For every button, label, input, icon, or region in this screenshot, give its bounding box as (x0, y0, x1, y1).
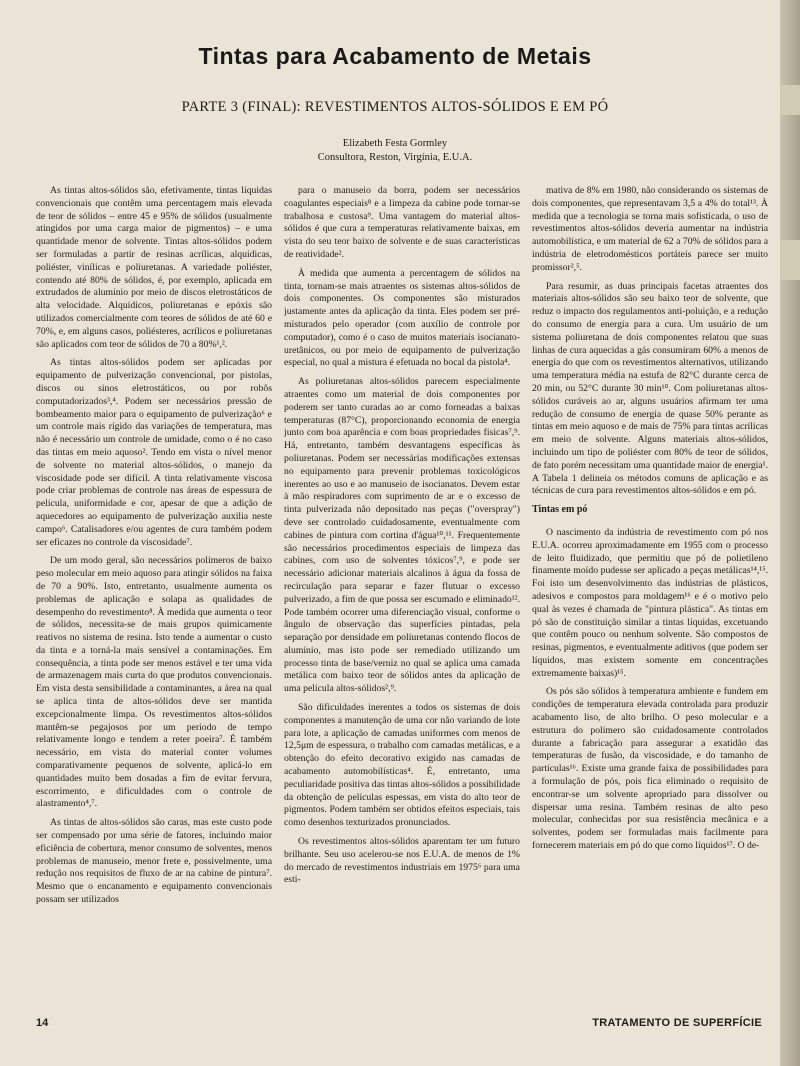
paragraph: As tintas altos-sólidos podem ser aplicadas por equipamento de pulverização convencional, por pistolas, discos ou sinos eletrostáticos, ou por robôs computadorizados³,⁴. Podem ser necessários pressão de bombeamento maior para o equipamento de pulverização⁶ e um controle mais rígido das variações de temperatura, mas não é necessário um controle de umidade, como o é no caso das tintas em meio aquoso². Tendo em vista o nível menor de solvente no material altos-sólidos, o manejo da viscosidade pode ser difícil. A tinta relativamente viscosa pode criar problemas de controle nas áreas de espessura de película, uniformidade e cor, apesar de que a adição de aquecedores ao equipamento de pulverização auxilia neste campo⁶. Catalisadores e/ou agentes de cura também podem ser eficazes no controle da viscosidade⁷. (36, 357, 272, 548)
paragraph: para o manuseio da borra, podem ser necessários coagulantes especiais⁸ e a limpeza da cabine pode tornar-se trabalhosa e custosa⁹. Uma vantagem do material altos-sólidos é que cura a temperaturas relativamente baixas, em vista do seu teor baixo de solvente e de suas características de reatividade². (284, 185, 520, 260)
author-affiliation: Consultora, Reston, Virgínia, E.U.A. (317, 152, 473, 163)
section-heading: Tintas em pó (532, 504, 588, 516)
paragraph: Os revestimentos altos-sólidos aparentam ter um futuro brilhante. Seu uso acelerou-se nos E.U.A. de menos de 1% do mercado de revestimentos industriais em 1975⁶ para uma esti- (284, 836, 520, 886)
article-title: Tintas para Acabamento de Metais (198, 43, 592, 69)
adjacent-page-fragment (780, 240, 800, 280)
paragraph: À medida que aumenta a percentagem de sólidos na tinta, tornam-se mais atraentes os sistemas altos-sólidos de dois componentes. Os componentes são misturados justamente antes da aplicação da tinta. Eles podem ser pré-misturados pelo operador (com auxílio de controle por computador), como é o caso de muitos materiais isocianato-uretânicos, ou por meio de equipamento de pulverização especial, no qual a mistura é efetuada no bocal da pistola⁴. (284, 267, 520, 369)
paragraph: São dificuldades inerentes a todos os sistemas de dois componentes a manutenção de uma cor não variando de lote para lote, a aplicação de camadas uniformes com menos de 12,5μm de espessura, o trabalho com camadas metálicas, e a obtenção do efeito decorativo exigido nas camadas de acabamento automobilísticas⁴. É, entretanto, uma peculiaridade positiva das tintas altos-sólidos a possibilidade da obtenção de películas espessas, em vista do alto teor de pigmentos. Podem também ser obtidos efeitos especiais, tais como desenhos texturizados pronunciados. (284, 702, 520, 829)
text-column-3 (532, 185, 768, 1001)
paragraph: As tintas altos-sólidos são, efetivamente, tintas líquidas convencionais que contêm uma percentagem mais elevada de teor de sólidos – entre 45 e 95% de sólidos (usualmente atingidos por uma carga maior de pigmentos) – e uma quantidade menor de solvente. Tintas altos-sólidos podem ser formuladas a partir de resinas acrílicas, alquídicas, poliéster, vinílicas e poliuretanas. A variedade poliéster, contendo até 80% de sólidos, é, por exemplo, aplicada em extrudados de alumínio por meio de discos eletrostáticos de alta velocidade. Alquídicos, poliuretanas e epóxis são utilizados comercialmente com teores de sólidos de até 60 e 70%, e, em alguns casos, poliésteres, acrílicos e poliuretanas são aplicados com teor de sólidos de 70 a 80%¹,². (36, 185, 272, 350)
paragraph: Os pós são sólidos à temperatura ambiente e fundem em condições de temperatura elevada controlada para produzir acabamento liso, de alto brilho. O peso molecular e a estrutura do polímero são cuidadosamente controlados durante a fabricação para assegurar a exatidão das temperaturas de fusão, da viscosidade, e do tamanho de partículas¹⁶. Existe uma grande faixa de possibilidades para a formulação de pós, pois fica eliminado o requisito de encontrar-se um solvente apropriado para dissolver ou dispersar uma resina. Também resinas de alto peso molecular, conhecidas por sua resistência mecânica e a solventes, podem ser formuladas mais facilmente para fornecerem materiais em pó do que como líquidos¹⁷. O de- (532, 686, 768, 852)
paragraph: As poliuretanas altos-sólidos parecem especialmente atraentes como um material de dois componentes por poderem ser tanto curadas ao ar como forneadas a baixas temperaturas (87°C), proporcionando economia de energia junto com boa aparência e com boas propriedades físicas⁷,⁹. Há, entretanto, também desvantagens específicas às poliuretanas. Podem ser necessárias modificações extensas no equipamento para prevenir problemas toxicológicos inerentes ao uso e ao manuseio de isocianatos. Devem estar à mão respiradores com suprimento de ar e o excesso de tinta pulverizada não depositado nas peças ("overspray") deve ser controlado cuidadosamente, eventualmente com cabines de pintura com cortina d'água¹⁰,¹¹. Frequentemente são necessários procedimentos especiais de limpeza das cabines, com uso de solventes tóxicos⁷,⁹, e pode ser necessário adicionar materiais alcalinos à água da fossa de recirculação para separar e fazer flutuar o excesso pulverizado, a fim de que possa ser escumado e eliminado¹². Pode também ocorrer uma diferenciação visual, conforme o ângulo de observação das superfícies pintadas, pela separação por densidade em poliuretanas contendo flocos de alumínio, mas isto pode ser remediado utilizando um processo tinta de base/verniz no qual se aplica uma camada metálica com baixo teor de sólidos antes da aplicação de uma película altos-sólidos²,⁹. (284, 376, 520, 695)
paragraph: mativa de 8% em 1980, não considerando os sistemas de dois componentes, que representavam 3,5 a 4% do total¹³. À medida que a tecnologia se torna mais sofisticada, o uso de revestimentos altos-sólidos deveria aumentar na indústria automobilística, e um material de 62 a 70% de sólidos para a indústria de eletrodomésticos portáteis parece ser muito promissor²,⁵. (532, 185, 768, 273)
text-column-2 (284, 185, 520, 1001)
paragraph: As tintas de altos-sólidos são caras, mas este custo pode ser compensado por uma série de fatores, incluindo maior eficiência de cobertura, menor consumo de solventes, menos problemas de manuseio, menor frete e, possivelmente, uma redução nos requisitos de fluxo de ar na cabine de pintura⁷. Mesmo que o encanamento e equipamento convencionais possam ser utilizados (36, 817, 272, 906)
page-number: 14 (36, 1017, 49, 1029)
author-name: Elizabeth Festa Gormley (342, 138, 448, 149)
paragraph: Para resumir, as duas principais facetas atraentes dos materiais altos-sólidos são seu baixo teor de solvente, que reduz o impacto dos regulamentos anti-poluição, e a redução do consumo de energia para a cura. Um usuário de um sistema poliuretana de dois componentes relatou que suas linhas de cura aquecidas a gás consumiram 60% a menos de energia do que com os revestimentos alternativos, utilizando uma temperatura média na estufa de 82°C durante cerca de 20 min, ou 52°C durante 30 min¹⁰. Com poliuretanas altos-sólidos curáveis ao ar, alguns usuários afirmam ter uma redução de consumo de energia de quase 50% perante as tintas em meio aquoso e de mais de 75% para tintas acrílicas em meio de solvente. Alguns materiais altos-sólidos, incluindo um tipo de poliéster com 80% de teor de sólidos, de fato porém necessitam uma quantidade maior de energia¹. A Tabela 1 delineia os métodos comuns de aplicação e as técnicas de cura para revestimentos altos-sólidos e em pó. (532, 280, 768, 497)
journal-name: TRATAMENTO DE SUPERFÍCIE (592, 1017, 762, 1029)
paragraph: De um modo geral, são necessários polímeros de baixo peso molecular em meio aquoso para atingir sólidos na faixa de 70 a 90%. Isto, entretanto, usualmente aumenta os problemas de aplicação e solapa as qualidades de desempenho do revestimento⁸. À medida que aumenta o teor de sólidos, necessita-se de mais grupos quimicamente reativos no sistema de resina. Isto tende a aumentar o custo da tinta e a torná-la mais sensível a contaminações. Em consequência, a tinta pode ser menos estável e ter uma vida de armazenagem mais curta do que produtos convencionais. Em vista desta sensibilidade a contaminantes, a área na qual se aplica tinta de altos-sólidos deve ser mantida excepcionalmente limpa. Os revestimentos altos-sólidos mantêm-se pegajosos por um período de tempo relativamente longo e tendem a reter poeira⁷. É também necessário, em vista do material conter volumes comparativamente pequenos de solvente, aplicá-lo em quantidades muito bem dosadas a fim de evitar fervura, escorrimento, e dificuldades com o controle de alastramento⁴,⁷. (36, 555, 272, 810)
text-column-1 (36, 185, 272, 1001)
article-subtitle: PARTE 3 (FINAL): REVESTIMENTOS ALTOS-SÓLIDOS E EM PÓ (181, 99, 609, 115)
paragraph: O nascimento da indústria de revestimento com pó nos E.U.A. ocorreu aproximadamente em 1955 com o processo de leito fluidizado, que permitiu que pó de polietileno finamente moído pudesse ser aplicado a peças metálicas¹⁴,¹⁵. Foi isto um desenvolvimento das indústrias de plásticos, adesivos e compostos para moldagem¹⁶ e é o motivo pelo qual às vezes é chamada de "pintura plástica". As tintas em pó são de constituição similar a tintas líquidas, excetuando que contêm pouco ou nenhum solvente. São compostos de resinas, pigmentos, e eventualmente aditivos (que podem ser líquidos, mas existem somente em concentrações extremamente baixas)¹⁵. (532, 526, 768, 679)
